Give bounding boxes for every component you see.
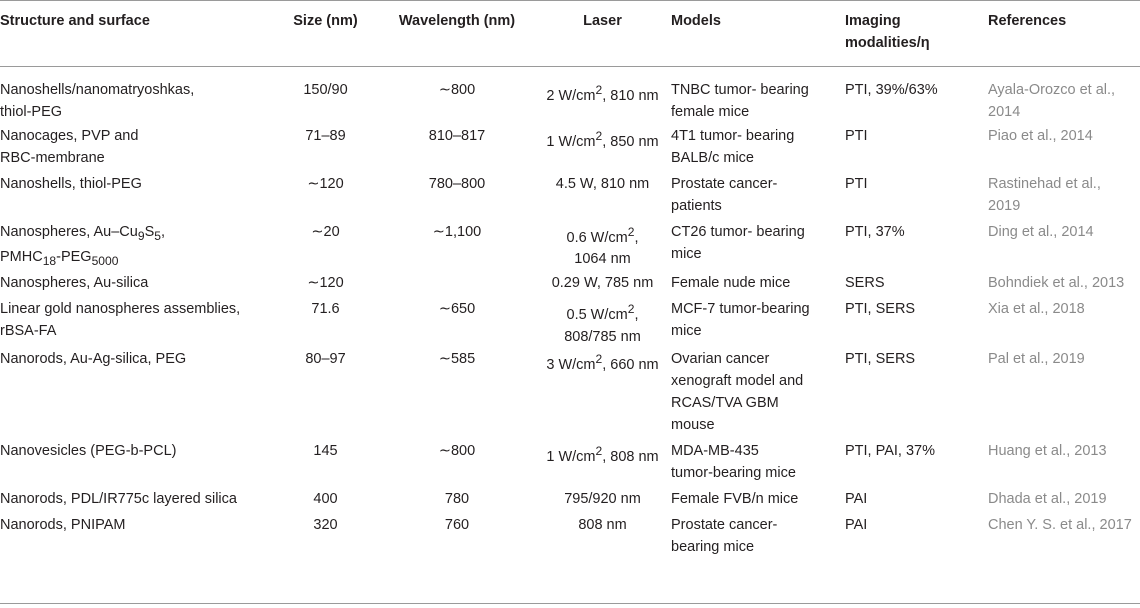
table-row	[0, 67, 1140, 125]
cell-reference[interactable]	[986, 514, 1140, 562]
header-imaging	[843, 1, 986, 67]
cell-structure	[0, 125, 273, 173]
cell-text: Nanoshells/nanomatryoshkas,	[0, 82, 195, 98]
table-row	[0, 272, 1140, 298]
reference-link[interactable]: Xia et al., 2018	[988, 301, 1085, 318]
header-size: Size (nm)	[293, 13, 358, 29]
subscript: 5000	[91, 254, 119, 269]
cell-text: mouse	[671, 417, 715, 434]
cell-text: BALB/c mice	[671, 149, 754, 166]
cell-text: Linear gold nanospheres assemblies,	[0, 301, 241, 318]
cell-text: , 660 nm	[602, 356, 659, 373]
reference-link[interactable]: Chen Y. S. et al., 2017	[988, 517, 1132, 534]
cell-structure: Nanorods, PDL/IR775c layered silica	[0, 491, 237, 508]
cell-reference[interactable]	[986, 173, 1140, 221]
cell-imaging: PAI	[845, 491, 868, 508]
cell-text: Prostate cancer-	[671, 517, 778, 534]
cell-models	[669, 348, 843, 440]
table-body	[0, 67, 1140, 563]
reference-link[interactable]: 2014	[988, 104, 1021, 120]
cell-reference[interactable]	[986, 221, 1140, 273]
cell-wavelength: ∼800	[438, 82, 476, 98]
cell-size: 80–97	[305, 351, 346, 368]
cell-text: PMHC	[0, 249, 43, 266]
cell-text: 2 W/cm	[546, 87, 596, 104]
cell-imaging: PTI, 37%	[845, 223, 905, 240]
cell-laser	[536, 440, 669, 488]
table-header	[0, 1, 1140, 67]
cell-size: 320	[313, 517, 338, 534]
cell-imaging: SERS	[845, 275, 885, 292]
cell-laser: 808 nm	[578, 517, 627, 534]
cell-models: Female FVB/n mice	[671, 491, 799, 508]
cell-text: 1 W/cm	[546, 448, 596, 465]
cell-text: rBSA-FA	[0, 323, 57, 340]
cell-text: 3 W/cm	[546, 356, 596, 373]
reference-link[interactable]: Dhada et al., 2019	[988, 491, 1107, 508]
cell-wavelength: ∼1,100	[432, 223, 482, 240]
table-bottom-rule	[0, 603, 1140, 604]
cell-models: Female nude mice	[671, 275, 791, 292]
cell-text: Nanocages, PVP and	[0, 127, 139, 144]
cell-text: MCF-7 tumor-bearing	[671, 301, 810, 318]
cell-reference[interactable]	[986, 125, 1140, 173]
cell-wavelength: 780	[444, 491, 470, 508]
cell-text: , 850 nm	[602, 133, 659, 150]
header-structure: Structure and surface	[0, 13, 150, 29]
cell-structure	[0, 221, 273, 273]
cell-wavelength: ∼800	[438, 443, 476, 460]
cell-structure: Nanovesicles (PEG-b-PCL)	[0, 443, 177, 460]
superscript: 2	[595, 352, 603, 367]
table-row	[0, 348, 1140, 440]
cell-wavelength: ∼585	[438, 351, 476, 368]
cell-imaging: PAI	[845, 517, 868, 534]
header-imaging-line1: Imaging	[845, 13, 901, 29]
cell-text: bearing mice	[671, 539, 755, 556]
superscript: 2	[627, 224, 635, 239]
cell-imaging: PTI, SERS	[845, 301, 916, 318]
subscript: 18	[42, 254, 57, 269]
cell-reference[interactable]	[986, 272, 1140, 298]
cell-size: ∼120	[307, 175, 344, 192]
reference-link[interactable]: Pal et al., 2019	[988, 351, 1085, 368]
cell-structure: Nanospheres, Au-silica	[0, 275, 149, 292]
cell-models	[669, 440, 843, 488]
cell-imaging: PTI, SERS	[845, 351, 916, 368]
table-row	[0, 514, 1140, 562]
cell-models	[669, 173, 843, 221]
cell-structure	[0, 67, 273, 125]
cell-size: 150/90	[303, 82, 348, 98]
cell-text: 1 W/cm	[546, 133, 596, 150]
cell-text: Nanospheres, Au–Cu	[0, 223, 138, 240]
cell-size: ∼20	[311, 223, 340, 240]
cell-text: xenograft model and	[671, 373, 804, 390]
cell-text: mice	[671, 323, 702, 340]
cell-laser	[536, 125, 669, 173]
header-laser: Laser	[583, 13, 622, 29]
cell-models	[669, 221, 843, 273]
superscript: 2	[595, 128, 603, 143]
reference-link[interactable]: Piao et al., 2014	[988, 127, 1093, 144]
cell-reference[interactable]	[986, 298, 1140, 348]
cell-size: 145	[313, 443, 338, 460]
cell-wavelength: 810–817	[428, 127, 486, 144]
cell-laser: 795/920 nm	[564, 491, 641, 508]
cell-text: 4T1 tumor- bearing	[671, 127, 795, 144]
superscript: 2	[595, 444, 603, 459]
cell-structure	[0, 298, 273, 348]
cell-size: 71–89	[305, 127, 346, 144]
superscript: 2	[595, 83, 603, 97]
cell-text: 1064 nm	[574, 251, 631, 268]
cell-text: Prostate cancer-	[671, 175, 778, 192]
reference-link[interactable]: Rastinehad et al.,	[988, 175, 1101, 192]
cell-structure: Nanoshells, thiol-PEG	[0, 175, 142, 192]
cell-models	[669, 67, 843, 125]
cell-text: patients	[671, 197, 722, 214]
table-row	[0, 440, 1140, 488]
cell-text: tumor-bearing mice	[671, 465, 796, 482]
cell-wavelength: ∼650	[438, 301, 476, 318]
cell-text: RBC-membrane	[0, 149, 105, 166]
reference-link[interactable]: Ding et al., 2014	[988, 223, 1094, 240]
cell-laser: 0.29 W, 785 nm	[551, 275, 654, 292]
header-imaging-line2: modalities/η	[845, 35, 930, 51]
cell-text: ,	[160, 223, 165, 240]
header-references: References	[988, 13, 1067, 29]
cell-text: , 810 nm	[602, 87, 659, 104]
cell-text: MDA-MB-435	[671, 443, 759, 460]
cell-imaging: PTI	[845, 127, 868, 144]
cell-models	[669, 514, 843, 562]
subscript: 5	[154, 228, 161, 243]
cell-text: S	[144, 223, 155, 240]
table-row	[0, 221, 1140, 273]
cell-size: 400	[313, 491, 338, 508]
cell-laser: 4.5 W, 810 nm	[555, 175, 650, 192]
cell-text: female mice	[671, 104, 750, 120]
header-row	[0, 1, 1140, 67]
superscript: 2	[627, 302, 635, 317]
cell-text: RCAS/TVA GBM	[671, 395, 779, 412]
cell-text: 0.5 W/cm	[566, 307, 628, 324]
reference-link[interactable]: Huang et al., 2013	[988, 443, 1107, 460]
cell-size: ∼120	[307, 275, 344, 292]
cell-models	[669, 298, 843, 348]
cell-laser	[536, 221, 669, 273]
table-row	[0, 173, 1140, 221]
cell-structure: Nanorods, PNIPAM	[0, 517, 126, 534]
cell-laser	[536, 298, 669, 348]
header-wavelength: Wavelength (nm)	[398, 13, 516, 29]
table-row	[0, 298, 1140, 348]
cell-models	[669, 125, 843, 173]
reference-link[interactable]: Ayala-Orozco et al.,	[988, 82, 1116, 98]
cell-imaging: PTI, 39%/63%	[845, 82, 938, 98]
cell-reference[interactable]	[986, 348, 1140, 440]
table-row	[0, 488, 1140, 514]
cell-size: 71.6	[311, 301, 340, 318]
cell-wavelength: 760	[444, 517, 470, 534]
header-models: Models	[671, 13, 721, 29]
cell-imaging: PTI	[845, 175, 868, 192]
reference-link[interactable]: Bohndiek et al., 2013	[988, 275, 1125, 292]
cell-text: -PEG	[56, 249, 92, 266]
subscript: 9	[137, 228, 145, 243]
table-row	[0, 125, 1140, 173]
reference-link[interactable]: 2019	[988, 197, 1021, 214]
cell-text: TNBC tumor- bearing	[671, 82, 809, 98]
cell-laser	[536, 348, 669, 440]
cell-text: ,	[634, 229, 639, 246]
cell-text: 808/785 nm	[564, 329, 641, 346]
cell-laser	[536, 67, 669, 125]
cell-reference[interactable]	[986, 488, 1140, 514]
cell-text: thiol-PEG	[0, 104, 63, 120]
cell-reference[interactable]	[986, 440, 1140, 488]
cell-imaging: PTI, PAI, 37%	[845, 443, 935, 460]
cell-structure: Nanorods, Au-Ag-silica, PEG	[0, 351, 187, 368]
cell-reference[interactable]	[986, 67, 1140, 125]
cell-text: CT26 tumor- bearing	[671, 223, 805, 240]
cell-wavelength: 780–800	[428, 175, 486, 192]
cell-text: ,	[634, 307, 639, 324]
cell-text: , 808 nm	[602, 448, 659, 465]
cell-text: Ovarian cancer	[671, 351, 770, 368]
cell-wavelength	[378, 272, 536, 298]
cell-text: mice	[671, 245, 702, 262]
cell-text: 0.6 W/cm	[566, 229, 628, 246]
